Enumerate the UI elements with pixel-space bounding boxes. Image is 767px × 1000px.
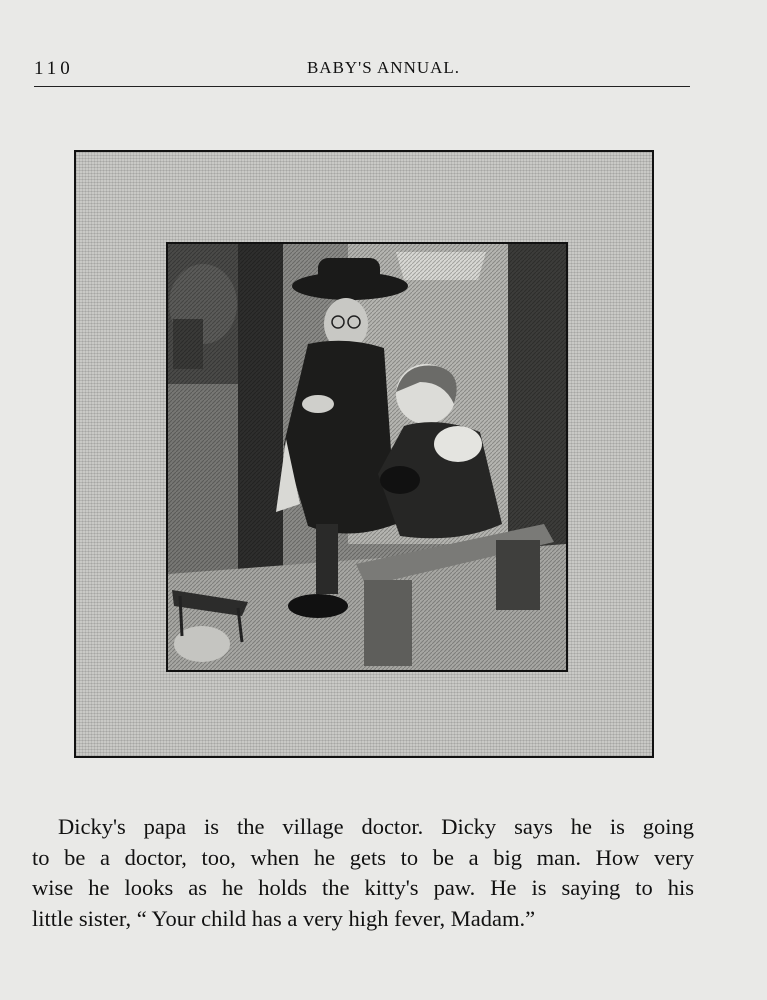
engraving-illustration: [166, 242, 568, 672]
plate-frame: [74, 150, 654, 758]
caption-paragraph: [32, 812, 694, 934]
caption-line: wise he looks as he holds the kitty's paw. He is saying to his: [32, 875, 694, 900]
header-rule: [34, 86, 690, 87]
caption-line: Dicky's papa is the village doctor. Dicky says he is going: [58, 814, 694, 839]
caption-line: to be a doctor, too, when he gets to be a big man. How very: [32, 844, 694, 870]
page-number: 110: [34, 58, 74, 79]
caption-line: little sister, “ Your child has a very high fever, Madam.”: [32, 905, 536, 931]
engraving-children-doctor-kitten-icon: [168, 244, 566, 670]
running-head: BABY'S ANNUAL.: [306, 58, 461, 77]
